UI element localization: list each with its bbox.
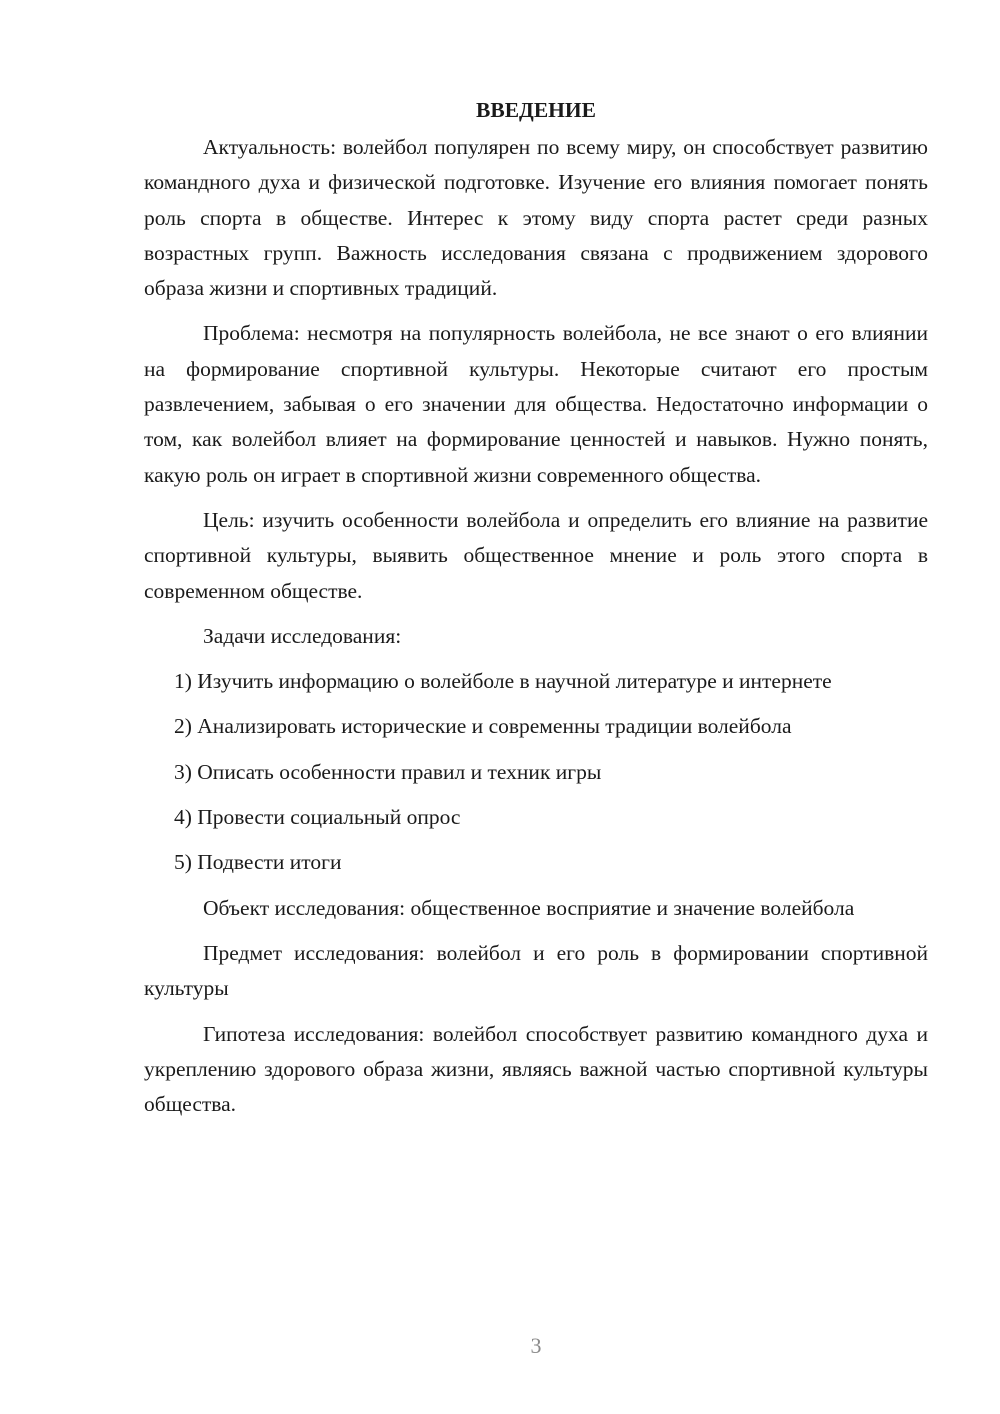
hypothesis-paragraph: Гипотеза исследования: волейбол способствует развитию командного духа и укреплению здорового образа жизни, являясь важной частью спортивной культуры общества. — [144, 1021, 928, 1117]
list-item: 2) Анализировать исторические и современны традиции волейбола — [174, 714, 792, 739]
tasks-list — [144, 664, 928, 880]
list-item: 1) Изучить информацию о волейболе в научной литературе и интернете — [174, 669, 832, 694]
relevance-paragraph: Актуальность: волейбол популярен по всему миру, он способствует развитию командного духа и физической подготовке. Изучение его влияния помогает понять роль спорта в обществе. Интерес к этому виду спорта растет среди разных возрастных групп. Важность исследования связана с продвижением здорового образа жизни и спортивных традиций. — [144, 135, 928, 301]
subject-paragraph: Предмет исследования: волейбол и его роль в формировании спортивной культуры — [144, 940, 928, 1001]
page-title: ВВЕДЕНИЕ — [476, 98, 596, 122]
goal-paragraph: Цель: изучить особенности волейбола и определить его влияние на развитие спортивной культуры, выявить общественное мнение и роль этого спорта в современном обществе. — [144, 507, 928, 603]
list-item: 5) Подвести итоги — [174, 850, 342, 875]
problem-paragraph: Проблема: несмотря на популярность волейбола, не все знают о его влиянии на формирование спортивной культуры. Некоторые считают его простым развлечением, забывая о его значении для общества. Недостаточно информации о том, как волейбол влияет на формирование ценностей и навыков. Нужно понять, какую роль он играет в спортивной жизни современного общества. — [144, 321, 928, 487]
list-item: 4) Провести социальный опрос — [174, 805, 461, 830]
tasks-title: Задачи исследования: — [203, 623, 402, 648]
page-number: 3 — [530, 1333, 542, 1358]
list-item: 3) Описать особенности правил и техник игры — [174, 759, 602, 784]
document-page — [144, 92, 928, 1132]
object-paragraph: Объект исследования: общественное восприятие и значение волейбола — [203, 895, 855, 920]
